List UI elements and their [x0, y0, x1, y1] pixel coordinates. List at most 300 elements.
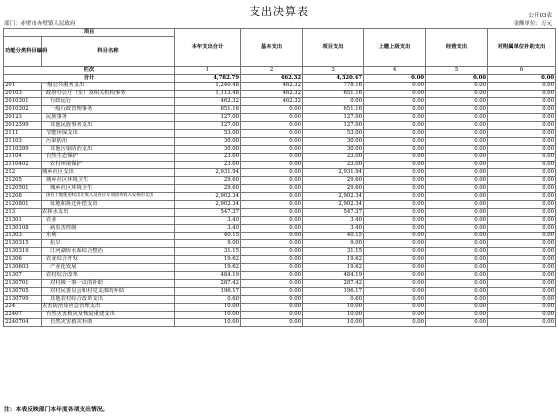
- amount-cell: 547.37: [303, 208, 364, 216]
- amount-cell: 0.00: [364, 287, 426, 295]
- subject-name: 农业: [42, 216, 175, 224]
- subject-name: 水利: [42, 232, 175, 240]
- amount-cell: 0.00: [426, 177, 488, 185]
- amount-cell: 1,240.48: [175, 82, 241, 90]
- department-label: 部门：赤壁市赤壁镇人民政府: [4, 21, 76, 27]
- subject-code: 22407: [4, 311, 42, 319]
- amount-cell: 0.00: [364, 114, 426, 122]
- amount-cell: 0.00: [241, 256, 303, 264]
- amount-cell: 3.40: [175, 224, 241, 232]
- subject-name: 农村综合改革: [42, 272, 175, 280]
- amount-cell: 0.00: [488, 264, 556, 272]
- amount-cell: 651.16: [303, 106, 364, 114]
- amount-cell: 0.00: [364, 224, 426, 232]
- amount-cell: 484.19: [303, 272, 364, 280]
- amount-cell: 287.42: [175, 279, 241, 287]
- subject-code: 2010302: [4, 106, 42, 114]
- amount-cell: 0.00: [364, 185, 426, 193]
- amount-cell: 127.00: [303, 122, 364, 130]
- subject-code: 2240704: [4, 319, 42, 327]
- amount-cell: 0.00: [241, 248, 303, 256]
- index-1: 1: [175, 66, 241, 74]
- amount-cell: 0.00: [241, 232, 303, 240]
- amount-cell: 0.00: [364, 106, 426, 114]
- amount-cell: 0.00: [488, 161, 556, 169]
- amount-cell: 19.62: [175, 264, 241, 272]
- total-value: 4,320.47: [303, 74, 364, 82]
- subject-code: 21205: [4, 177, 42, 185]
- amount-cell: 547.37: [175, 208, 241, 216]
- amount-cell: 778.16: [303, 82, 364, 90]
- amount-cell: 0.00: [241, 106, 303, 114]
- subject-name: 对村民委员会和村党支部的补助: [42, 287, 175, 295]
- amount-cell: 0.00: [426, 216, 488, 224]
- amount-cell: 0.00: [364, 90, 426, 98]
- amount-cell: 0.00: [426, 145, 488, 153]
- table-row: [4, 272, 556, 280]
- subject-name: 其他污染防治支出: [42, 145, 175, 153]
- amount-cell: 3.40: [303, 216, 364, 224]
- amount-cell: 40.15: [303, 232, 364, 240]
- subject-code: 212: [4, 169, 42, 177]
- table-row: [4, 311, 556, 319]
- amount-cell: 196.17: [303, 287, 364, 295]
- table-row: [4, 90, 556, 98]
- amount-cell: 0.00: [488, 169, 556, 177]
- amount-cell: 0.00: [241, 130, 303, 138]
- amount-cell: 30.00: [303, 145, 364, 153]
- amount-cell: 0.00: [426, 311, 488, 319]
- amount-cell: 0.00: [364, 264, 426, 272]
- subject-name: 农村环境保护: [42, 161, 175, 169]
- subject-name: 节能环保支出: [42, 130, 175, 138]
- amount-cell: 0.00: [488, 98, 556, 106]
- amount-cell: 0.00: [426, 248, 488, 256]
- col-subsidy-header: 对附属单位补助支出: [488, 29, 556, 67]
- amount-cell: 0.00: [364, 279, 426, 287]
- amount-cell: 0.00: [426, 185, 488, 193]
- amount-cell: 0.00: [364, 82, 426, 90]
- amount-cell: 10.00: [303, 311, 364, 319]
- subject-code: 2111: [4, 130, 42, 138]
- amount-cell: 196.17: [175, 287, 241, 295]
- amount-cell: 0.00: [241, 122, 303, 130]
- amount-cell: 0.00: [364, 311, 426, 319]
- amount-cell: 0.00: [364, 161, 426, 169]
- amount-cell: 0.00: [426, 232, 488, 240]
- table-row: [4, 114, 556, 122]
- amount-cell: 0.00: [488, 208, 556, 216]
- table-row: [4, 106, 556, 114]
- subject-code: 2130108: [4, 224, 42, 232]
- index-2: 2: [241, 66, 303, 74]
- total-label: 合计: [4, 74, 175, 82]
- table-row: [4, 137, 556, 145]
- subject-code: 2130799: [4, 295, 42, 303]
- table-row: [4, 122, 556, 130]
- subject-name: 城乡社区环境卫生: [42, 185, 175, 193]
- amount-cell: 0.00: [488, 216, 556, 224]
- amount-cell: 2,902.34: [303, 193, 364, 201]
- subject-name: 污染防治: [42, 137, 175, 145]
- table-row: [4, 177, 556, 185]
- amount-cell: 10.00: [175, 319, 241, 327]
- amount-cell: 0.00: [364, 130, 426, 138]
- amount-cell: 0.00: [364, 169, 426, 177]
- amount-cell: 0.00: [426, 137, 488, 145]
- amount-cell: 53.00: [175, 130, 241, 138]
- table-row: [4, 216, 556, 224]
- subject-code: 2130701: [4, 279, 42, 287]
- amount-cell: 0.00: [241, 201, 303, 209]
- amount-cell: 0.00: [241, 114, 303, 122]
- amount-unit: 金额单位：万元: [513, 21, 552, 27]
- table-row: [4, 248, 556, 256]
- amount-cell: 0.00: [241, 193, 303, 201]
- table-row: [4, 256, 556, 264]
- subject-code: 21103: [4, 137, 42, 145]
- amount-cell: 0.00: [241, 177, 303, 185]
- subject-name: 农林水支出: [42, 208, 175, 216]
- amount-cell: 0.00: [426, 90, 488, 98]
- amount-cell: 0.00: [426, 279, 488, 287]
- amount-cell: 0.00: [364, 122, 426, 130]
- amount-cell: 0.00: [426, 153, 488, 161]
- amount-cell: 53.00: [303, 130, 364, 138]
- amount-cell: 0.00: [488, 82, 556, 90]
- amount-cell: 23.00: [303, 161, 364, 169]
- subject-code: 2130603: [4, 264, 42, 272]
- amount-cell: 0.00: [426, 169, 488, 177]
- amount-cell: 127.00: [175, 114, 241, 122]
- amount-cell: 0.00: [488, 240, 556, 248]
- amount-cell: 0.00: [426, 319, 488, 327]
- amount-cell: 0.00: [488, 130, 556, 138]
- subject-name: 城乡社区支出: [42, 169, 175, 177]
- amount-cell: 2,902.34: [303, 201, 364, 209]
- subject-code: 213: [4, 208, 42, 216]
- subject-code: 2130319: [4, 248, 42, 256]
- table-row: [4, 303, 556, 311]
- amount-cell: 127.00: [303, 114, 364, 122]
- amount-cell: 0.60: [303, 295, 364, 303]
- amount-cell: 23.00: [175, 161, 241, 169]
- amount-cell: 0.00: [426, 240, 488, 248]
- amount-cell: 30.00: [303, 137, 364, 145]
- subject-code: 201: [4, 82, 42, 90]
- amount-cell: 0.00: [426, 303, 488, 311]
- subject-name: 产业化发展: [42, 264, 175, 272]
- table-body: [4, 74, 556, 327]
- footnote: 注：本表反映部门本年度各项支出情况。: [4, 407, 109, 413]
- index-4: 4: [364, 66, 426, 74]
- amount-cell: 0.00: [426, 122, 488, 130]
- amount-cell: 0.00: [241, 319, 303, 327]
- amount-cell: 31.15: [303, 248, 364, 256]
- amount-cell: 31.15: [175, 248, 241, 256]
- table-row: [4, 130, 556, 138]
- total-value: 0.00: [364, 74, 426, 82]
- subject-name: 对村级一事一议的补助: [42, 279, 175, 287]
- amount-cell: 0.00: [488, 153, 556, 161]
- col-total-header: 本年支出合计: [175, 29, 241, 67]
- amount-cell: 2,902.34: [175, 201, 241, 209]
- amount-cell: 3.40: [175, 216, 241, 224]
- amount-cell: 462.32: [241, 82, 303, 90]
- amount-cell: 0.00: [488, 90, 556, 98]
- amount-cell: 0.00: [241, 240, 303, 248]
- amount-cell: 0.00: [488, 303, 556, 311]
- subject-code: 2110402: [4, 161, 42, 169]
- amount-cell: 19.62: [303, 264, 364, 272]
- amount-cell: 3.40: [303, 224, 364, 232]
- amount-cell: 0.00: [364, 295, 426, 303]
- amount-cell: 0.00: [426, 161, 488, 169]
- amount-cell: 10.00: [175, 303, 241, 311]
- table-row: [4, 193, 556, 201]
- amount-cell: 0.00: [426, 224, 488, 232]
- amount-cell: 0.00: [488, 248, 556, 256]
- amount-cell: 0.00: [364, 177, 426, 185]
- amount-cell: 29.60: [303, 177, 364, 185]
- table-row: [4, 145, 556, 153]
- total-value: 462.32: [241, 74, 303, 82]
- amount-cell: 10.00: [303, 303, 364, 311]
- total-row: [4, 74, 556, 82]
- subject-name: 城乡社区环境卫生: [42, 177, 175, 185]
- amount-cell: 1,113.48: [175, 90, 241, 98]
- amount-cell: 0.00: [241, 272, 303, 280]
- subject-code: 2130705: [4, 287, 42, 295]
- amount-cell: 0.00: [241, 153, 303, 161]
- amount-cell: 0.00: [488, 177, 556, 185]
- subject-code: 2120501: [4, 185, 42, 193]
- amount-cell: 651.16: [303, 90, 364, 98]
- amount-cell: 0.00: [364, 248, 426, 256]
- subject-name: 抗旱: [42, 240, 175, 248]
- amount-cell: 0.00: [241, 161, 303, 169]
- amount-cell: 0.00: [488, 272, 556, 280]
- table-row: [4, 185, 556, 193]
- amount-cell: 30.00: [175, 145, 241, 153]
- amount-cell: 0.00: [488, 295, 556, 303]
- amount-cell: 0.00: [488, 319, 556, 327]
- amount-cell: 0.00: [364, 216, 426, 224]
- subject-name: 其他农村综合改革支出: [42, 295, 175, 303]
- subject-name: 自然生态保护: [42, 153, 175, 161]
- amount-cell: 0.00: [488, 311, 556, 319]
- amount-cell: 0.00: [426, 98, 488, 106]
- subject-code: 21303: [4, 232, 42, 240]
- col-basic-header: 基本支出: [241, 29, 303, 67]
- subject-name: 国有土地使用权出让收入及对应专项债务收入安排的支出: [42, 193, 175, 201]
- project-group-header: 项目: [4, 29, 175, 37]
- subject-code: 21306: [4, 256, 42, 264]
- amount-cell: 0.00: [364, 232, 426, 240]
- amount-cell: 9.00: [175, 240, 241, 248]
- amount-cell: 0.00: [488, 201, 556, 209]
- amount-cell: 0.00: [488, 122, 556, 130]
- subject-name: 行政运行: [42, 98, 175, 106]
- amount-cell: 462.32: [241, 90, 303, 98]
- subject-code: 2130315: [4, 240, 42, 248]
- amount-cell: 0.00: [241, 279, 303, 287]
- func-code-header: 功能分类科目编码: [4, 36, 42, 66]
- subject-code: 2010301: [4, 98, 42, 106]
- amount-cell: 0.00: [241, 185, 303, 193]
- table-row: [4, 319, 556, 327]
- amount-cell: 0.00: [364, 303, 426, 311]
- amount-cell: 0.00: [426, 295, 488, 303]
- amount-cell: 19.62: [175, 256, 241, 264]
- table-row: [4, 161, 556, 169]
- amount-cell: 0.00: [364, 137, 426, 145]
- amount-cell: 0.00: [364, 272, 426, 280]
- amount-cell: 0.00: [488, 185, 556, 193]
- amount-cell: 0.00: [364, 319, 426, 327]
- amount-cell: 0.00: [488, 145, 556, 153]
- amount-cell: 40.15: [175, 232, 241, 240]
- form-code: 公开03表: [528, 13, 552, 19]
- amount-cell: 0.00: [364, 153, 426, 161]
- amount-cell: 0.00: [364, 98, 426, 106]
- table-row: [4, 201, 556, 209]
- table-row: [4, 153, 556, 161]
- subject-name: 其他民族事务支出: [42, 122, 175, 130]
- subject-name: 病虫害控制: [42, 224, 175, 232]
- subject-name: 江河湖库水系综合整治: [42, 248, 175, 256]
- col-project-header: 项目支出: [303, 29, 364, 67]
- amount-cell: 0.60: [175, 295, 241, 303]
- amount-cell: 0.00: [241, 311, 303, 319]
- report-title: 支出决算表: [249, 5, 309, 18]
- amount-cell: 0.00: [426, 264, 488, 272]
- subject-name: 农业综合开发: [42, 256, 175, 264]
- amount-cell: 0.00: [488, 137, 556, 145]
- amount-cell: 0.00: [241, 208, 303, 216]
- table-row: [4, 295, 556, 303]
- subject-name: 自然灾害救灾补助: [42, 319, 175, 327]
- subject-code: 21208: [4, 193, 42, 201]
- subject-name: 灾害防治及应急管理支出: [42, 303, 175, 311]
- total-value: 0.00: [488, 74, 556, 82]
- amount-cell: 30.00: [175, 137, 241, 145]
- index-label: 栏次: [4, 66, 175, 74]
- amount-cell: 0.00: [426, 201, 488, 209]
- amount-cell: 0.00: [241, 303, 303, 311]
- table-row: [4, 82, 556, 90]
- amount-cell: 0.00: [241, 169, 303, 177]
- subject-code: 20123: [4, 114, 42, 122]
- amount-cell: 0.00: [426, 208, 488, 216]
- amount-cell: 0.00: [426, 82, 488, 90]
- amount-cell: 0.00: [426, 106, 488, 114]
- amount-cell: 0.00: [426, 256, 488, 264]
- table-row: [4, 232, 556, 240]
- subject-name: 一般行政管理事务: [42, 106, 175, 114]
- table-row: [4, 169, 556, 177]
- amount-cell: 0.00: [364, 193, 426, 201]
- amount-cell: 0.00: [241, 287, 303, 295]
- table-row: [4, 224, 556, 232]
- col-operating-header: 经营支出: [426, 29, 488, 67]
- table-row: [4, 264, 556, 272]
- subject-name-header: 科目名称: [42, 36, 175, 66]
- amount-cell: 484.19: [175, 272, 241, 280]
- amount-cell: 0.00: [364, 145, 426, 153]
- table-row: [4, 287, 556, 295]
- amount-cell: 0.00: [426, 130, 488, 138]
- amount-cell: 29.60: [303, 185, 364, 193]
- subject-code: 21301: [4, 216, 42, 224]
- subject-code: 21307: [4, 272, 42, 280]
- amount-cell: 462.32: [241, 98, 303, 106]
- col-upper-header: 上缴上级支出: [364, 29, 426, 67]
- amount-cell: 9.00: [303, 240, 364, 248]
- amount-cell: 0.00: [241, 137, 303, 145]
- amount-cell: 2,931.94: [175, 169, 241, 177]
- subject-code: 2012399: [4, 122, 42, 130]
- subject-code: 2120801: [4, 201, 42, 209]
- amount-cell: 0.00: [364, 256, 426, 264]
- amount-cell: 0.00: [241, 224, 303, 232]
- amount-cell: 0.00: [488, 114, 556, 122]
- table-row: [4, 279, 556, 287]
- index-6: 6: [488, 66, 556, 74]
- expenditure-table: [3, 28, 556, 327]
- total-value: 0.00: [426, 74, 488, 82]
- amount-cell: 0.00: [241, 295, 303, 303]
- amount-cell: 23.00: [175, 153, 241, 161]
- amount-cell: 0.00: [241, 216, 303, 224]
- subject-name: 政府办公厅（室）及相关机构事务: [42, 90, 175, 98]
- subject-code: 224: [4, 303, 42, 311]
- amount-cell: 0.00: [426, 287, 488, 295]
- subject-code: 20103: [4, 90, 42, 98]
- subject-name: 征地和拆迁补偿支出: [42, 201, 175, 209]
- amount-cell: 0.00: [488, 193, 556, 201]
- amount-cell: 0.00: [364, 208, 426, 216]
- subject-code: 21104: [4, 153, 42, 161]
- subject-name: 自然灾害救灾及恢复重建支出: [42, 311, 175, 319]
- amount-cell: 0.00: [241, 145, 303, 153]
- amount-cell: 0.00: [364, 201, 426, 209]
- amount-cell: 0.00: [488, 232, 556, 240]
- amount-cell: 287.42: [303, 279, 364, 287]
- amount-cell: 0.00: [488, 256, 556, 264]
- amount-cell: 0.00: [488, 106, 556, 114]
- table-row: [4, 240, 556, 248]
- amount-cell: 651.16: [175, 106, 241, 114]
- amount-cell: 2,931.94: [303, 169, 364, 177]
- amount-cell: 0.00: [426, 272, 488, 280]
- amount-cell: 0.00: [364, 240, 426, 248]
- amount-cell: 10.00: [303, 319, 364, 327]
- subject-code: 2110399: [4, 145, 42, 153]
- amount-cell: 0.00: [488, 224, 556, 232]
- amount-cell: 0.00: [303, 98, 364, 106]
- subject-name: 民族事务: [42, 114, 175, 122]
- amount-cell: 29.60: [175, 185, 241, 193]
- amount-cell: 127.00: [175, 122, 241, 130]
- amount-cell: 23.00: [303, 153, 364, 161]
- amount-cell: 462.32: [175, 98, 241, 106]
- amount-cell: 0.00: [488, 287, 556, 295]
- table-row: [4, 98, 556, 106]
- table-row: [4, 208, 556, 216]
- amount-cell: 10.00: [175, 311, 241, 319]
- amount-cell: 29.60: [175, 177, 241, 185]
